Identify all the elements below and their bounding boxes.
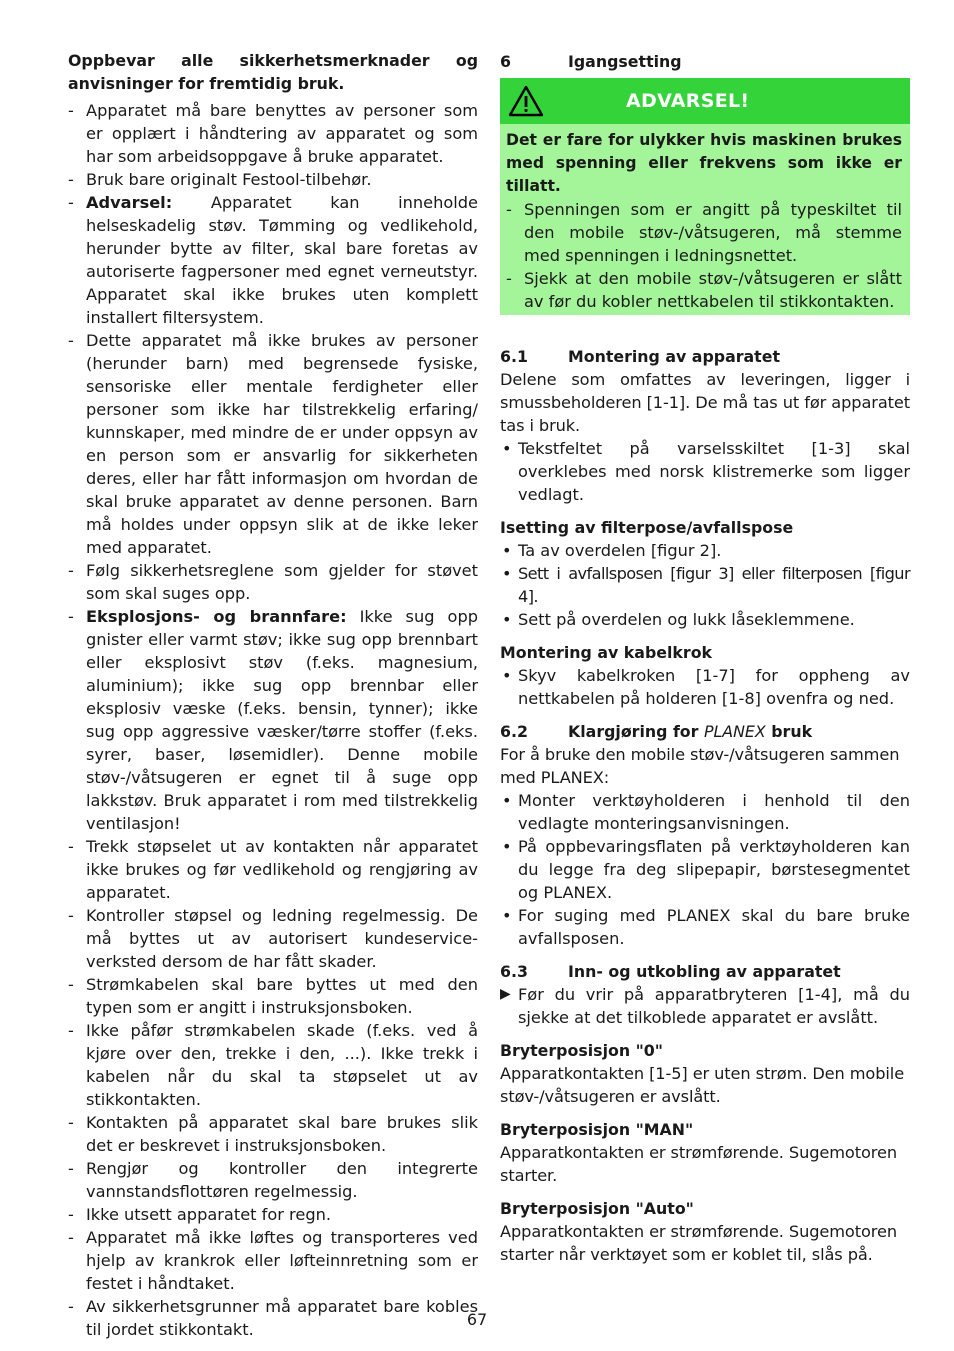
list-item: - Spenningen som er angitt på typeskiltet til den mobile støv-/våtsugeren, må stemme med spenningen i ledningsnettet. <box>506 198 902 267</box>
warning-label: ADVARSEL! <box>626 90 750 112</box>
warning-body <box>500 124 910 315</box>
list-item: • Sett på overdelen og lukk låseklemmene. <box>500 608 910 631</box>
warning-list <box>506 198 902 313</box>
section-6-3-title: 6.3 Inn- og utkobling av apparatet <box>500 962 841 981</box>
list-item: - Bruk bare originalt Festool-tilbehør. <box>68 168 478 191</box>
cable-hook-list <box>500 664 910 710</box>
list-item: • Ta av overdelen [figur 2]. <box>500 539 910 562</box>
section-6-1-list <box>500 437 910 506</box>
list-item: • Skyv kabelkroken [1-7] for oppheng av nettkabelen på holderen [1-8] ovenfra og ned. <box>500 664 910 710</box>
switch-pos-0-text: Apparatkontakten [1-5] er uten strøm. Den mobile støv-/våtsugeren er avslått. <box>500 1064 905 1106</box>
list-item: - Advarsel: Apparatet kan inneholde helseskadelig støv. Tømming og vedlikehold, herunder bytte av filter, skal bare foretas av autoriserte fagpersoner med egnet verneutstyr. Apparatet skal ikke brukes uten komplett installert filtersystem. <box>68 191 478 329</box>
filter-list <box>500 539 910 631</box>
list-item: • Tekstfeltet på varselsskiltet [1-3] skal overklebes med norsk klistremerke som ligger vedlagt. <box>500 437 910 506</box>
safety-heading: Oppbevar alle sikkerhetsmerknader og anvisninger for fremtidig bruk. <box>68 51 478 93</box>
list-item: - Strømkabelen skal bare byttes ut med den typen som er angitt i instruksjonsboken. <box>68 973 478 1019</box>
section-6-3-instruction: ▶ Før du vrir på apparatbryteren [1-4], må du sjekke at det tilkoblede apparatet er avslått. <box>500 985 910 1027</box>
list-item: • På oppbevaringsflaten på verktøyholderen kan du legge fra deg slipepapir, børstesegmentet og PLANEX. <box>500 835 910 904</box>
list-item: - Kontroller støpsel og ledning regelmessig. De må byttes ut av autorisert kundeservice-verksted dersom de har fått skader. <box>68 904 478 973</box>
list-item: • Sett i avfallsposen [figur 3] eller filterposen [figur 4]. <box>500 562 910 608</box>
list-item: - Apparatet må ikke løftes og transporteres ved hjelp av krankrok eller løfteinnretning som er festet i håndtaket. <box>68 1226 478 1295</box>
switch-pos-auto-title: Bryterposisjon "Auto" <box>500 1199 694 1218</box>
list-item: - Kontakten på apparatet skal bare brukes slik det er beskrevet i instruksjonsboken. <box>68 1111 478 1157</box>
list-item: • Monter verktøyholderen i henhold til den vedlagte monteringsanvisningen. <box>500 789 910 835</box>
switch-pos-auto-text: Apparatkontakten er strømførende. Sugemotoren starter når verktøyet som er koblet til, slås på. <box>500 1222 898 1264</box>
filter-title: Isetting av filterpose/avfallspose <box>500 518 794 537</box>
switch-pos-man-title: Bryterposisjon "MAN" <box>500 1120 694 1139</box>
list-item: • For suging med PLANEX skal du bare bruke avfallsposen. <box>500 904 910 950</box>
section-6-2-title: 6.2 Klargjøring for PLANEX bruk <box>500 722 813 741</box>
warning-header <box>500 78 910 124</box>
section-6-1-text: Delene som omfattes av leveringen, ligger i smussbeholderen [1-1]. De må tas ut før apparatet tas i bruk. <box>500 370 910 435</box>
list-item: - Ikke påfør strømkabelen skade (f.eks. ved å kjøre over den, trekke i den, ...). Ikke trekk i kabelen når du skal ta støpselet ut av stikkontakten. <box>68 1019 478 1111</box>
list-item: - Av sikkerhetsgrunner må apparatet bare kobles til jordet stikkontakt. <box>68 1295 478 1341</box>
right-column <box>500 50 910 1266</box>
warning-box <box>500 78 910 315</box>
section-6-2-text: For å bruke den mobile støv-/våtsugeren sammen med PLANEX: <box>500 745 900 787</box>
section-6-2-list <box>500 789 910 950</box>
list-item: - Ikke utsett apparatet for regn. <box>68 1203 478 1226</box>
list-item: - Eksplosjons- og brannfare: Ikke sug opp gnister eller varmt støv; ikke sug opp brennbart eller eksplosivt støv (f.eks. magnesium, aluminium); ikke sug opp brennbar eller eksplosiv væske (f.eks. bensin, tynner); ikke sug opp aggressive væsker/tørre stoffer (f.eks. syrer, baser, løsemidler). Denne mobile støv-/våtsugeren er egnet til å suge opp lakkstøv. Bruk apparatet i rom med tilstrekkelig ventilasjon! <box>68 605 478 835</box>
left-column <box>68 50 478 1341</box>
list-item: - Dette apparatet må ikke brukes av personer (herunder barn) med begrensede fysiske, sensoriske eller mentale ferdigheter eller personer som ikke har tilstrekkelig erfaring/ kunnskaper, med mindre de er under oppsyn av en person som er ansvarlig for sikkerheten deres, eller har fått informasjon om hvordan de skal bruke apparatet av denne personen. Barn må holdes under oppsyn slik at de ikke leker med apparatet. <box>68 329 478 559</box>
warning-lead: Det er fare for ulykker hvis maskinen brukes med spenning eller frekvens som ikke er tillatt. <box>506 131 902 195</box>
switch-pos-0-title: Bryterposisjon "0" <box>500 1041 664 1060</box>
section-6-title: 6 Igangsetting <box>500 52 682 71</box>
cable-hook-title: Montering av kabelkrok <box>500 643 713 662</box>
section-6-1-title: 6.1 Montering av apparatet <box>500 347 781 366</box>
page-number: 67 <box>466 1310 488 1329</box>
list-item: - Sjekk at den mobile støv-/våtsugeren er slått av før du kobler nettkabelen til stikkontakten. <box>506 267 902 313</box>
list-item: - Trekk støpselet ut av kontakten når apparatet ikke brukes og før vedlikehold og rengjøring av apparatet. <box>68 835 478 904</box>
list-item: - Apparatet må bare benyttes av personer som er opplært i håndtering av apparatet og som har som arbeidsoppgave å bruke apparatet. <box>68 99 478 168</box>
list-item: - Følg sikkerhetsreglene som gjelder for støvet som skal suges opp. <box>68 559 478 605</box>
switch-pos-man-text: Apparatkontakten er strømførende. Sugemotoren starter. <box>500 1143 898 1185</box>
arrow-right-icon: ▶ <box>500 986 511 1002</box>
safety-list <box>68 99 478 1341</box>
list-item: - Rengjør og kontroller den integrerte vannstandsflottøren regelmessig. <box>68 1157 478 1203</box>
warning-triangle-icon <box>500 85 552 117</box>
